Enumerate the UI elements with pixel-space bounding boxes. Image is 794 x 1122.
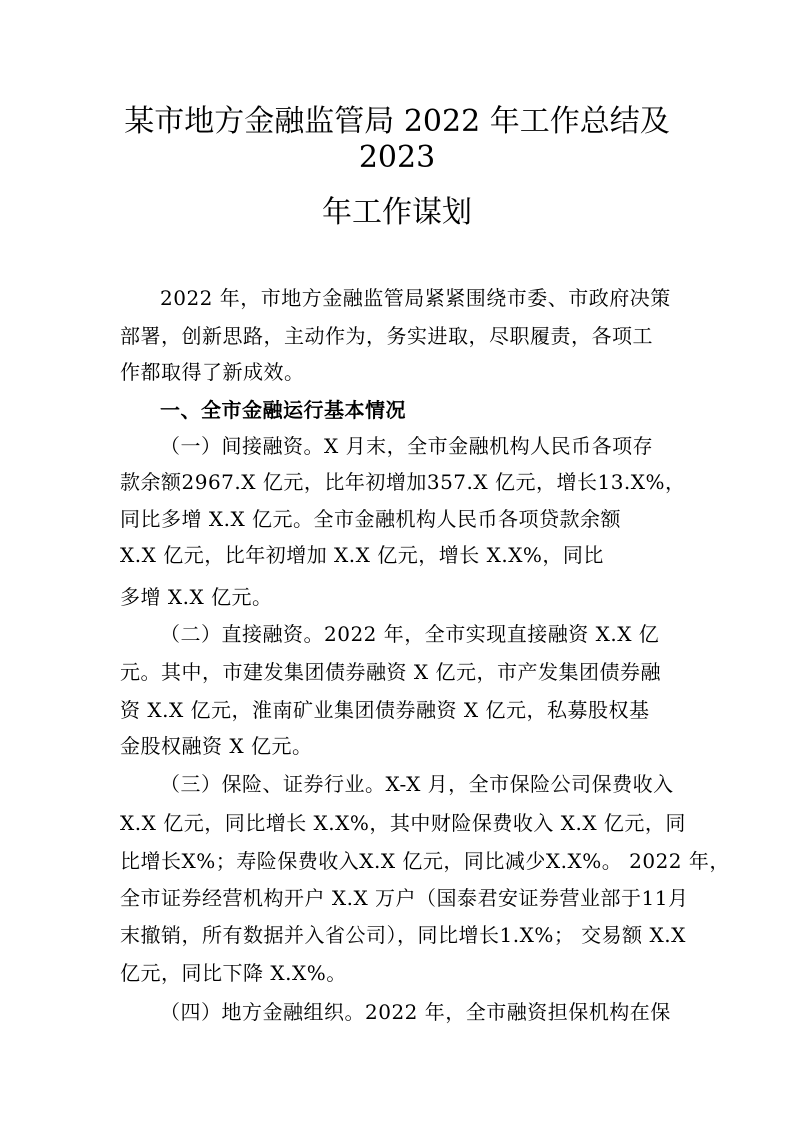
paragraph-line: 亿元，同比下降 X.X%。 bbox=[120, 961, 347, 985]
section-heading: 一、全市金融运行基本情况 bbox=[160, 398, 406, 422]
paragraph-line: 款余额2967.X 亿元，比年初增加357.X 亿元，增长13.X%， bbox=[120, 470, 686, 494]
intro-line: 2022 年，市地方金融监管局紧紧围绕市委、市政府决策 bbox=[160, 286, 671, 310]
paragraph-line: X.X 亿元，同比增长 X.X%，其中财险保费收入 X.X 亿元，同 bbox=[120, 811, 686, 835]
intro-line: 作都取得了新成效。 bbox=[120, 360, 305, 384]
paragraph-line: 全市证券经营机构开户 X.X 万户（国泰君安证券营业部于11月 bbox=[120, 886, 689, 910]
document-title-line-2: 2023 bbox=[358, 140, 436, 175]
paragraph-line: 元。其中，市建发集团债券融资 X 亿元，市产发集团债券融 bbox=[120, 660, 661, 684]
paragraph-line: （二）直接融资。2022 年，全市实现直接融资 X.X 亿 bbox=[160, 622, 660, 646]
document-title-line-1: 某市地方金融监管局 2022 年工作总结及 bbox=[124, 104, 670, 139]
paragraph-line: 多增 X.X 亿元。 bbox=[120, 585, 273, 609]
paragraph-line: 同比多增 X.X 亿元。全市金融机构人民币各项贷款余额 bbox=[120, 507, 622, 531]
paragraph-line: 末撤销，所有数据并入省公司），同比增长1.X%； 交易额 X.X bbox=[120, 923, 686, 947]
intro-line: 部署，创新思路，主动作为，务实进取，尽职履责，各项工 bbox=[120, 324, 653, 348]
paragraph-line: 资 X.X 亿元，淮南矿业集团债券融资 X 亿元，私募股权基 bbox=[120, 698, 650, 722]
paragraph-line: 比增长X%；寿险保费收入X.X 亿元，同比减少X.X%。 2022 年， bbox=[120, 849, 730, 873]
paragraph-line: （一）间接融资。X 月末，全市金融机构人民币各项存 bbox=[160, 434, 654, 458]
document-title-line-3: 年工作谋划 bbox=[322, 195, 472, 230]
paragraph-line: （四）地方金融组织。2022 年，全市融资担保机构在保 bbox=[160, 1000, 671, 1024]
paragraph-line: （三）保险、证券行业。X-X 月，全市保险公司保费收入 bbox=[160, 772, 674, 796]
paragraph-line: 金股权融资 X 亿元。 bbox=[120, 734, 313, 758]
paragraph-line: X.X 亿元，比年初增加 X.X 亿元，增长 X.X%，同比 bbox=[120, 543, 604, 567]
